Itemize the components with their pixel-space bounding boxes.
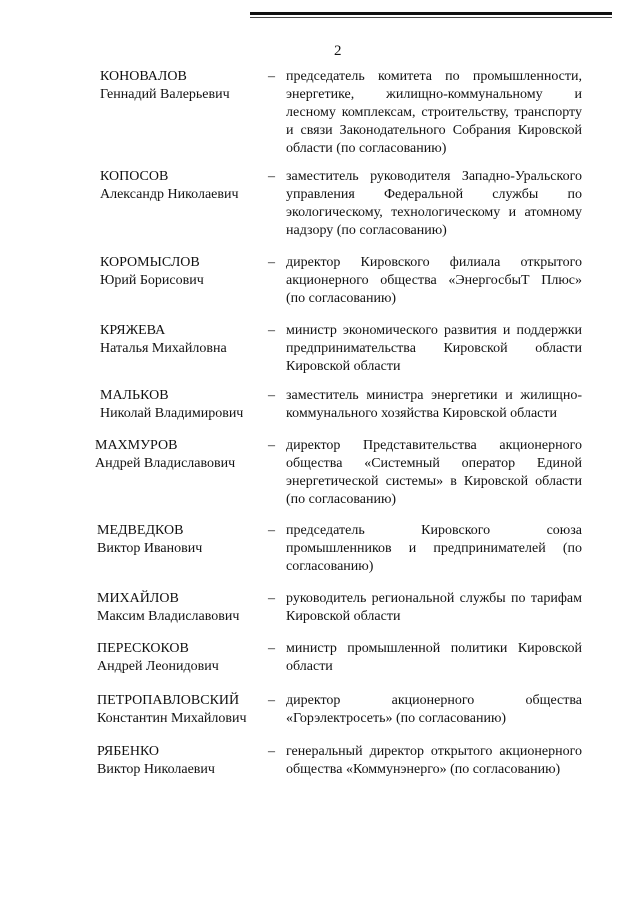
member-given-names: Юрий Борисович: [100, 273, 204, 288]
member-name: [97, 522, 202, 558]
member-role: [286, 68, 582, 158]
entry-dash: –: [268, 523, 275, 538]
member-role: [286, 640, 582, 676]
member-given-names: Николай Владимирович: [100, 406, 244, 421]
role-line: заместитель министра энергетики и жилищно-: [286, 388, 582, 403]
member-name: [97, 743, 215, 779]
header-rule-thin: [250, 17, 612, 18]
member-role: [286, 322, 582, 376]
entry-dash: –: [268, 744, 275, 759]
role-line: общества «Коммунэнерго» (по согласованию): [286, 762, 561, 777]
role-line: и связи Законодательного Собрания Кировской: [286, 123, 582, 138]
member-role: [286, 387, 582, 423]
role-line: (по согласованию): [286, 291, 397, 306]
role-line: области: [286, 659, 333, 674]
member-role: [286, 254, 582, 308]
role-line: лесному комплексам, строительству, транспорту: [286, 105, 582, 120]
member-name: [100, 68, 230, 104]
member-surname: КОРОМЫСЛОВ: [100, 255, 200, 270]
member-given-names: Геннадий Валерьевич: [100, 87, 230, 102]
role-line: директор акционерного общества: [286, 693, 582, 708]
role-line: председатель Кировского союза: [286, 523, 582, 538]
member-role: [286, 437, 582, 509]
entry-dash: –: [268, 323, 275, 338]
role-line: «Горэлектросеть» (по согласованию): [286, 711, 507, 726]
role-line: согласованию): [286, 559, 374, 574]
member-name: [97, 640, 219, 676]
member-surname: РЯБЕНКО: [97, 744, 160, 759]
member-surname: МЕДВЕДКОВ: [97, 523, 184, 538]
member-given-names: Константин Михайлович: [97, 711, 247, 726]
member-name: [97, 590, 239, 626]
role-line: надзору (по согласованию): [286, 223, 447, 238]
role-line: акционерного общества «ЭнергосбыТ Плюс»: [286, 273, 582, 288]
role-line: энергетике, жилищно-коммунальному и: [286, 87, 582, 102]
member-given-names: Виктор Иванович: [97, 541, 203, 556]
entry-dash: –: [268, 693, 275, 708]
member-given-names: Наталья Михайловна: [100, 341, 227, 356]
member-surname: МИХАЙЛОВ: [97, 591, 179, 606]
role-line: области (по согласованию): [286, 141, 447, 156]
role-line: министр экономического развития и поддержки: [286, 323, 582, 338]
member-role: [286, 522, 582, 576]
member-surname: ПЕТРОПАВЛОВСКИЙ: [97, 693, 240, 708]
role-line: экологическому, технологическому и атомному: [286, 205, 582, 220]
role-line: генеральный директор открытого акционерного: [286, 744, 582, 759]
role-line: министр промышленной политики Кировской: [286, 641, 582, 656]
member-surname: КРЯЖЕВА: [100, 323, 166, 338]
role-line: Кировской области: [286, 609, 401, 624]
role-line: коммунального хозяйства Кировской области: [286, 406, 557, 421]
member-surname: МАХМУРОВ: [95, 438, 178, 453]
member-surname: МАЛЬКОВ: [100, 388, 169, 403]
role-line: энергетической системы» в Кировской области: [286, 474, 582, 489]
header-rule: [250, 12, 612, 15]
role-line: председатель комитета по промышленности,: [286, 69, 582, 84]
member-role: [286, 168, 582, 240]
member-role: [286, 692, 582, 728]
role-line: (по согласованию): [286, 492, 397, 507]
entry-dash: –: [268, 388, 275, 403]
member-name: [100, 322, 227, 358]
member-given-names: Андрей Владиславович: [95, 456, 236, 471]
role-line: директор Кировского филиала открытого: [286, 255, 582, 270]
member-given-names: Александр Николаевич: [100, 187, 239, 202]
member-surname: КОНОВАЛОВ: [100, 69, 187, 84]
page-number: 2: [334, 43, 342, 59]
member-role: [286, 743, 582, 779]
entry-dash: –: [268, 641, 275, 656]
role-line: общества «Системный оператор Единой: [286, 456, 582, 471]
member-surname: КОПОСОВ: [100, 169, 169, 184]
role-line: заместитель руководителя Западно-Уральского: [286, 169, 582, 184]
member-given-names: Андрей Леонидович: [97, 659, 219, 674]
entry-dash: –: [268, 169, 275, 184]
entry-dash: –: [268, 591, 275, 606]
role-line: промышленников и предпринимателей (по: [286, 541, 582, 556]
entry-dash: –: [268, 255, 275, 270]
role-line: директор Представительства акционерного: [286, 438, 582, 453]
member-name: [100, 387, 243, 423]
member-name: [100, 254, 204, 290]
role-line: предпринимательства Кировской области: [286, 341, 582, 356]
role-line: управления Федеральной службы по: [286, 187, 582, 202]
member-name: [100, 168, 239, 204]
entry-dash: –: [268, 69, 275, 84]
member-name: [97, 692, 247, 728]
member-name: [95, 437, 235, 473]
member-given-names: Максим Владиславович: [97, 609, 240, 624]
member-role: [286, 590, 582, 626]
member-given-names: Виктор Николаевич: [97, 762, 215, 777]
entry-dash: –: [268, 438, 275, 453]
role-line: руководитель региональной службы по тарифам: [286, 591, 582, 606]
role-line: Кировской области: [286, 359, 401, 374]
member-surname: ПЕРЕСКОКОВ: [97, 641, 189, 656]
